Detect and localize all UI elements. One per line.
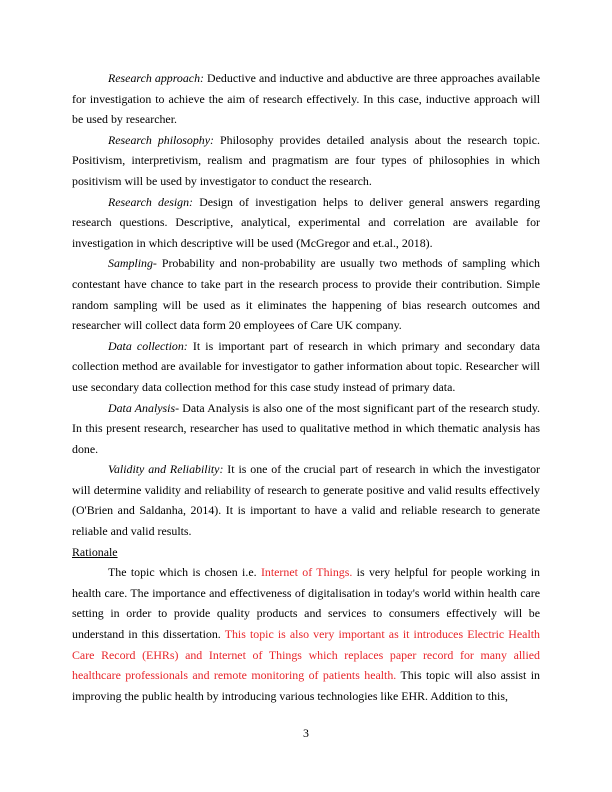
paragraph-label: Validity and Reliability: xyxy=(108,462,224,477)
paragraph-research-approach xyxy=(72,68,540,130)
paragraph-text: It is one of the crucial part of research in which the investigator will determine validity and reliability of research to generate positive and valid results effectively (O'Brien and Saldanha, 2014). It is important to have a valid and reliable research to generate reliable and valid results. xyxy=(72,462,540,539)
rationale-text-3: This topic will also assist in improving the public health by introducing various technologies like EHR. Addition to this, xyxy=(72,668,540,703)
paragraph-text: Probability and non-probability are usually two methods of sampling which contestant have chance to take part in the research process to provide their contribution. Simple random sampling will be used as it eliminates the happening of bias research outcomes and researcher will collect data form 20 employees of Care UK company. xyxy=(72,256,540,333)
rationale-heading xyxy=(72,542,540,563)
paragraph-label: Research approach: xyxy=(108,71,204,85)
paragraph-rationale xyxy=(72,562,540,706)
paragraph-label: Sampling- xyxy=(108,256,157,271)
paragraph-text: Deductive and inductive and abductive are three approaches available for investigation to achieve the aim of research effectively. In this case, inductive approach will be used by researcher. xyxy=(72,71,541,127)
paragraph-label: Data collection: xyxy=(108,338,188,353)
document-page xyxy=(72,68,540,706)
rationale-heading-text: Rationale xyxy=(72,544,118,559)
paragraph-text: Philosophy provides detailed analysis about the research topic. Positivism, interpretivism, realism and pragmatism are four types of philosophies in which positivism will be used by investigator to conduct the research. xyxy=(72,132,540,188)
rationale-text-2: is very helpful for people working in health care. The importance and effectiveness of digitalisation in today's world within health care setting in order to provide quality products and services to consumers effectively will be understand in this dissertation. xyxy=(72,565,540,642)
paragraph-research-design xyxy=(72,192,540,254)
paragraph-label: Data Analysis- xyxy=(108,400,180,415)
paragraph-label: Research philosophy: xyxy=(108,132,214,147)
paragraph-label: Research design: xyxy=(108,194,194,209)
paragraph-text: It is important part of research in which primary and secondary data collection method are available for investigator to gather information about topic. Researcher will use secondary data collection method for this case study instead of primary data. xyxy=(72,338,540,394)
paragraph-text: Design of investigation helps to deliver general answers regarding research questions. Descriptive, analytical, experimental and correlation are available for investigation in which descriptive will be used (McGregor and et.al., 2018). xyxy=(72,194,541,250)
paragraph-text: Data Analysis is also one of the most significant part of the research study. In this present research, researcher has used to qualitative method in which thematic analysis has done. xyxy=(72,400,541,456)
rationale-text-1: The topic which is chosen i.e. xyxy=(108,565,261,580)
paragraph-data-collection xyxy=(72,336,540,398)
paragraph-data-analysis xyxy=(72,398,540,460)
rationale-highlight-1: Internet of Things. xyxy=(260,565,353,580)
paragraph-validity-reliability xyxy=(72,459,540,541)
paragraph-research-philosophy xyxy=(72,130,540,192)
page-number: 3 xyxy=(303,726,309,740)
rationale-highlight-2: This topic is also very important as it introduces Electric Health Care Record (EHRs) and Internet of Things which replaces paper record for many allied healthcare professionals and remote monitoring of patients health. xyxy=(72,627,540,683)
paragraph-sampling xyxy=(72,253,540,335)
